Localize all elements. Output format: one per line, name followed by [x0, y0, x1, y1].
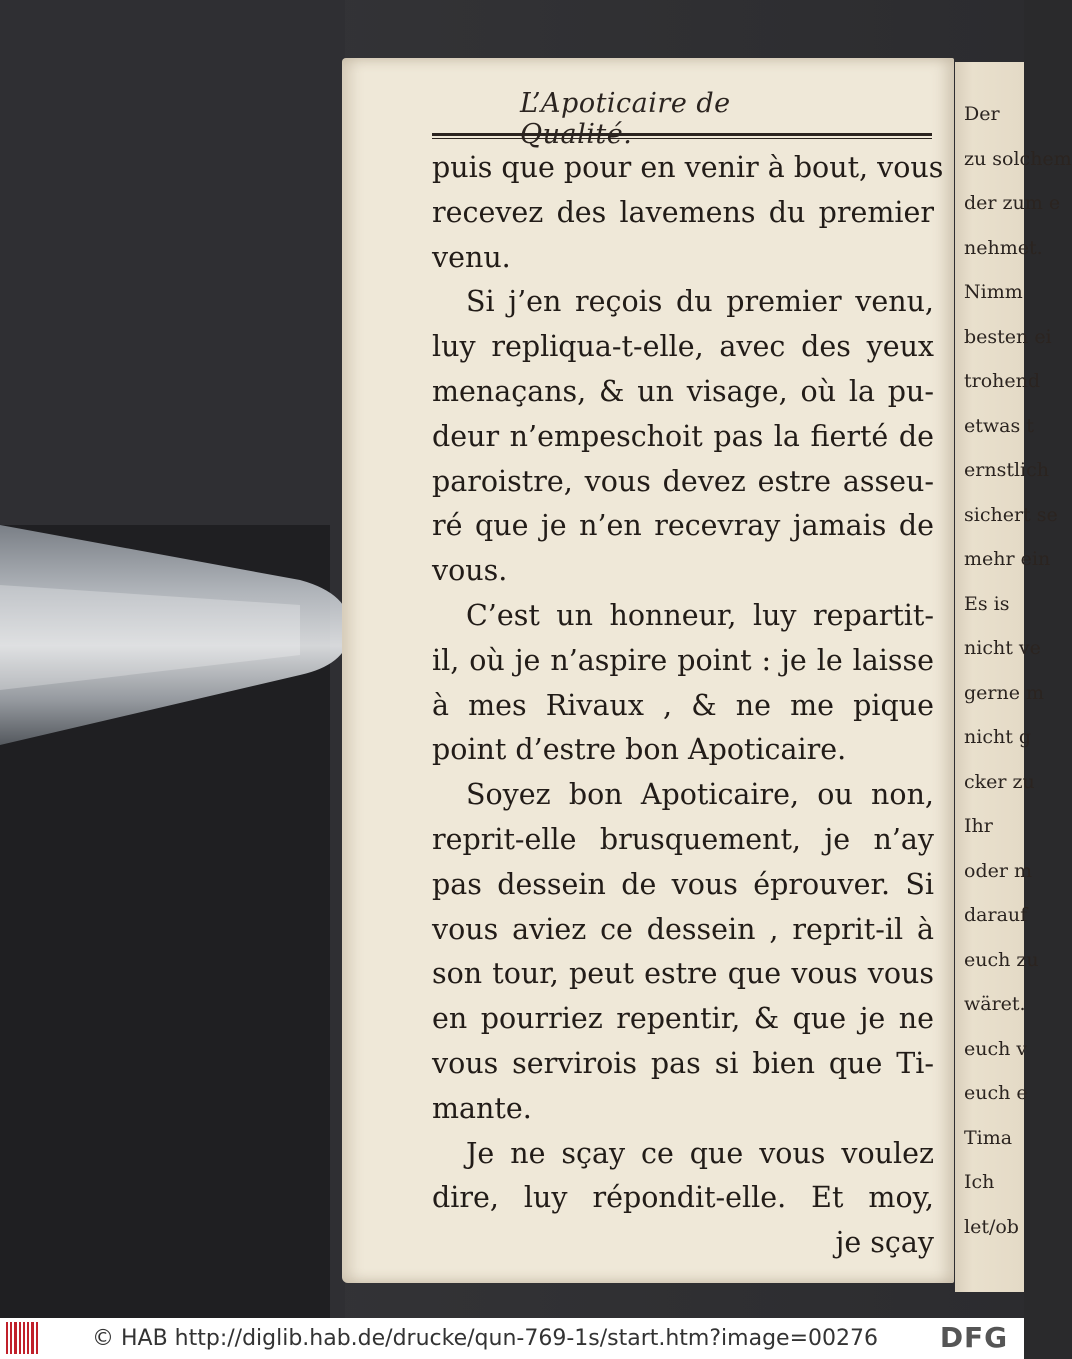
- facing-page-line: Der: [964, 103, 1000, 125]
- text-line: luy repliqua-t-elle, avec des yeux: [432, 330, 934, 364]
- facing-page-line: cker zu: [964, 770, 1035, 793]
- facing-page-line: sichert se: [964, 503, 1058, 526]
- body-text: [432, 146, 944, 1266]
- header-rule: [432, 133, 932, 136]
- text-line: vous.: [432, 554, 508, 588]
- copyright-link[interactable]: © HAB http://diglib.hab.de/drucke/qun-769-1s/start.htm?image=00276: [92, 1326, 878, 1351]
- text-line: Si j’en reçois du premier venu,: [466, 285, 934, 319]
- running-head: L’Apoticaire de Qualité.: [520, 88, 731, 150]
- text-line: point d’estre bon Apoticaire.: [432, 733, 847, 767]
- facing-page-line: euch zu: [964, 948, 1039, 971]
- facing-page-line: mehr ein: [964, 548, 1051, 570]
- hab-barcode-icon: [6, 1322, 38, 1354]
- text-line: recevez des lavemens du premier: [432, 195, 934, 229]
- text-line: son tour, peut estre que vous vous: [432, 957, 934, 991]
- text-line: vous aviez ce dessein , reprit-il à: [432, 912, 934, 946]
- facing-page-line: euch v: [964, 1037, 1028, 1060]
- facing-page-line: wäret.: [964, 993, 1026, 1015]
- facing-page-line: Es is: [964, 592, 1010, 615]
- text-line: reprit-elle brusquement, je n’ay: [432, 822, 934, 856]
- text-line: paroistre, vous devez estre asseu-: [432, 464, 934, 498]
- facing-page-line: zu solchem: [964, 147, 1072, 170]
- facing-page-line: let/ob: [964, 1215, 1019, 1238]
- text-line: venu.: [432, 240, 511, 274]
- facing-page-line: Ich: [964, 1171, 995, 1193]
- facing-page-line: euch e: [964, 1082, 1028, 1104]
- text-line: menaçans, & un visage, où la pu-: [432, 374, 934, 408]
- facing-page-line: der zum e: [964, 192, 1061, 214]
- text-line: Je ne sçay ce que vous voulez: [466, 1136, 934, 1170]
- text-line: C’est un honneur, luy repartit-: [466, 598, 934, 632]
- dfg-logo: DFG: [939, 1321, 1009, 1354]
- text-line: dire, luy répondit-elle. Et moy,: [432, 1181, 934, 1215]
- text-line: puis que pour en venir à bout, vous: [432, 151, 944, 184]
- text-line: mante.: [432, 1091, 532, 1125]
- facing-page-line: etwas t: [964, 414, 1034, 437]
- plastic-clamp: [0, 525, 360, 745]
- header-rule-thin: [432, 138, 932, 139]
- facing-page-line: nicht g: [964, 726, 1032, 748]
- text-line: Soyez bon Apoticaire, ou non,: [466, 778, 934, 812]
- facing-page-line: oder m: [964, 859, 1032, 882]
- facing-page-line: nicht ve: [964, 637, 1041, 659]
- facing-page-line: nehmet.: [964, 236, 1043, 259]
- facing-page-line: Nimm: [964, 281, 1023, 303]
- facing-page-line: Ihr: [964, 815, 993, 837]
- facing-page-line: ernstlich: [964, 459, 1049, 481]
- text-line: ré que je n’en recevray jamais de: [432, 509, 934, 543]
- facing-page-line: trohend: [964, 370, 1041, 392]
- facing-page-line: gerne m: [964, 681, 1045, 704]
- text-line: pas dessein de vous éprouver. Si: [432, 867, 934, 901]
- text-line: deur n’empeschoit pas la fierté de: [432, 419, 934, 453]
- facing-page-line: besten ei: [964, 325, 1052, 348]
- text-line: il, où je n’aspire point : je le laisse: [432, 643, 934, 677]
- catchword: je sçay: [835, 1226, 934, 1260]
- facing-page-text: [964, 92, 1072, 1249]
- facing-page-line: darauf: [964, 904, 1028, 926]
- text-line: en pourriez repentir, & que je ne: [432, 1002, 934, 1036]
- facing-page-line: Tima: [964, 1126, 1013, 1149]
- text-line: vous servirois pas si bien que Ti-: [432, 1046, 934, 1080]
- text-line: à mes Rivaux , & ne me pique: [432, 688, 934, 722]
